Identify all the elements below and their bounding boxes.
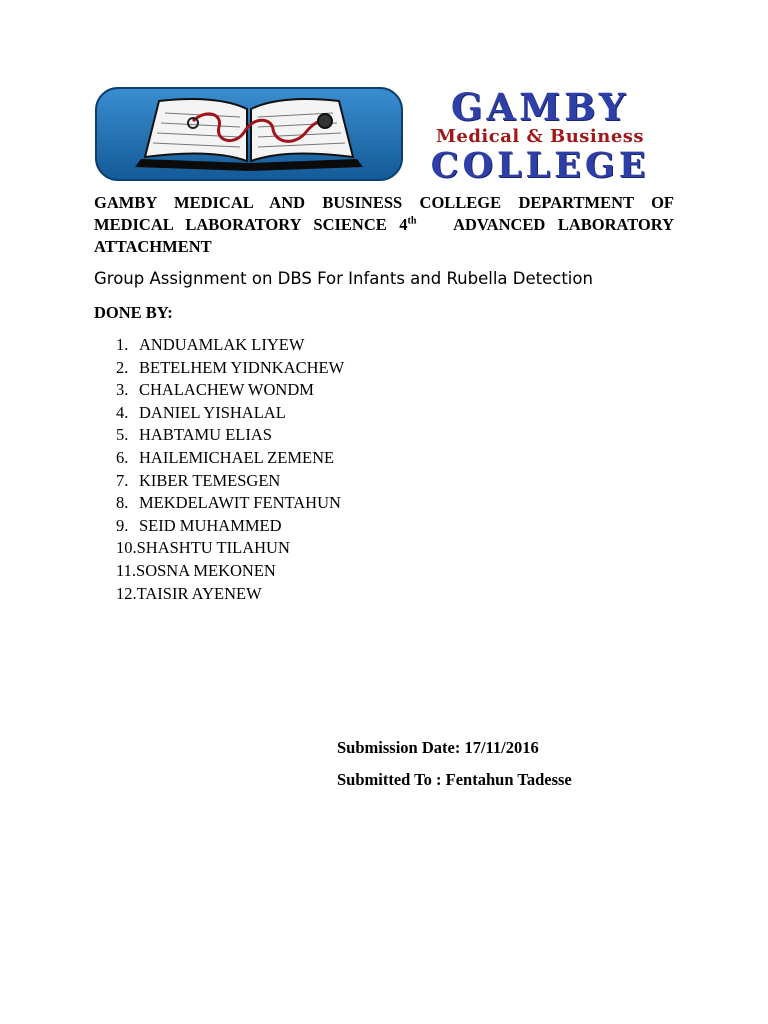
list-item-number: 6. — [116, 447, 129, 467]
list-item — [116, 470, 344, 493]
list-item-number: 5. — [116, 425, 129, 445]
done-by-label: DONE BY: — [94, 303, 173, 322]
heading-line-2-end: ADVANCED LABORATORY — [453, 215, 675, 234]
list-item-number: 8. — [116, 493, 129, 513]
logo-wordmark — [405, 85, 675, 186]
list-item-number: 4. — [116, 402, 129, 422]
list-item-number: 1. — [116, 335, 129, 354]
heading-line-3: ATTACHMENT — [94, 237, 212, 256]
list-item-number: 12. — [116, 583, 137, 603]
logo-college: COLLEGE — [430, 145, 650, 186]
list-item-number: 9. — [116, 515, 129, 535]
list-item — [116, 583, 344, 606]
document-heading — [94, 192, 674, 258]
heading-line-2 — [94, 214, 674, 236]
list-item — [116, 492, 344, 515]
list-item — [116, 515, 344, 538]
list-item — [116, 424, 344, 447]
list-item-number: 3. — [116, 380, 129, 400]
list-item — [116, 334, 344, 357]
heading-superscript: th — [407, 215, 417, 227]
logo-title: GAMBY — [450, 85, 630, 129]
list-item-name: BETELHEM YIDNKACHEW — [139, 357, 345, 377]
list-item-number: 7. — [116, 470, 129, 490]
assignment-subtitle: Group Assignment on DBS For Infants and Rubella Detection — [94, 269, 593, 288]
list-item-name: ANDUAMLAK LIYEW — [139, 335, 305, 354]
submission-date: Submission Date: 17/11/2016 — [337, 738, 539, 757]
list-item-name: TAISIR AYENEW — [136, 583, 262, 603]
heading-line-1: GAMBY MEDICAL AND BUSINESS COLLEGE DEPARTMENT OF — [94, 193, 674, 212]
list-item-name: SEID MUHAMMED — [139, 515, 282, 535]
heading-line-2-start: MEDICAL LABORATORY SCIENCE 4 — [94, 215, 408, 234]
list-item — [116, 560, 344, 583]
list-item-name: MEKDELAWIT FENTAHUN — [139, 493, 341, 513]
list-item — [116, 357, 344, 380]
list-item-name: SOSNA MEKONEN — [136, 560, 276, 580]
list-item-name: KIBER TEMESGEN — [139, 470, 281, 490]
list-item-number: 2. — [116, 357, 129, 377]
list-item-number: 10. — [116, 538, 137, 558]
logo-subtitle: Medical & Business — [435, 126, 645, 147]
open-book-stethoscope-icon — [95, 87, 403, 181]
list-item-name: HABTAMU ELIAS — [139, 425, 272, 445]
list-item — [116, 402, 344, 425]
list-item-name: DANIEL YISHALAL — [139, 402, 286, 422]
member-list — [116, 334, 344, 605]
list-item — [116, 447, 344, 470]
submitted-to: Submitted To : Fentahun Tadesse — [337, 770, 572, 789]
list-item — [116, 379, 344, 402]
list-item-name: SHASHTU TILAHUN — [136, 538, 290, 558]
list-item-name: CHALACHEW WONDM — [139, 380, 314, 400]
college-logo — [95, 85, 675, 186]
list-item-number: 11. — [116, 560, 137, 580]
list-item-name: HAILEMICHAEL ZEMENE — [139, 447, 335, 467]
list-item — [116, 537, 344, 560]
